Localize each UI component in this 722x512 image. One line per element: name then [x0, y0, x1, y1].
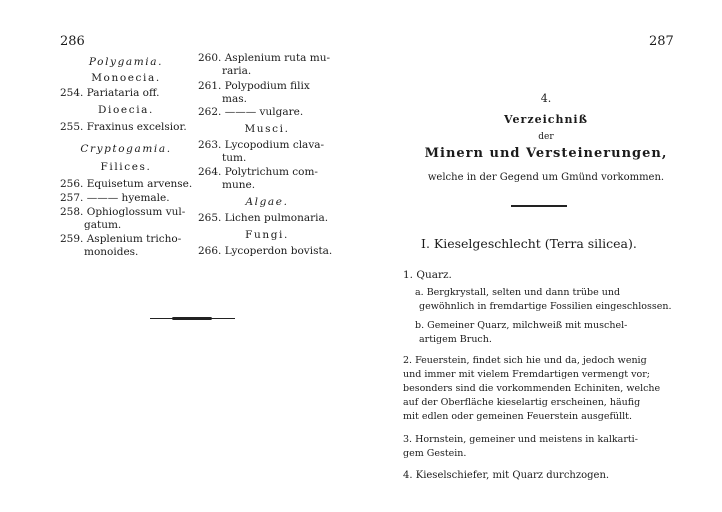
ornament-rule-center [172, 317, 212, 320]
page-number-right: 287 [649, 34, 674, 49]
sub-filices: Filices. [100, 161, 152, 173]
page-number-left: 286 [60, 34, 85, 49]
sub-dioecia: Dioecia. [98, 104, 154, 116]
title-rule [511, 205, 567, 207]
item-1a: a. Bergkrystall, selten und dann trübe und [415, 287, 621, 298]
item-3: 3. Hornstein, gemeiner und meistens in kalkarti- [403, 434, 638, 445]
sub-monoecia: Monoecia. [91, 72, 161, 84]
item-2-line3: besonders sind die vorkommenden Echiniten, welche [403, 383, 661, 394]
item-1: 1. Quarz. [403, 269, 452, 281]
sub-fungi: Fungi. [245, 229, 289, 241]
title-welche: welche in der Gegend um Gmünd vorkommen. [427, 172, 665, 183]
entry-259-cont: monoides. [84, 246, 139, 258]
item-2: 2. Feuerstein, findet sich hie und da, jedoch wenig [403, 355, 647, 366]
entry-258: 258. Ophioglossum vul- [60, 206, 186, 218]
entry-254: 254. Pariataria off. [60, 87, 160, 99]
entry-259: 259. Asplenium tricho- [60, 233, 182, 245]
entry-262: 262. ——— vulgare. [198, 106, 304, 118]
entry-264: 264. Polytrichum com- [198, 166, 318, 178]
title-minern: Minern und Versteinerungen, [424, 146, 668, 161]
right-page [361, 0, 722, 512]
item-1b: b. Gemeiner Quarz, milchweiß mit muschel- [415, 320, 628, 331]
item-1b-cont: artigem Bruch. [419, 334, 492, 345]
entry-263: 263. Lycopodium clava- [198, 139, 325, 151]
entry-265: 265. Lichen pulmonaria. [198, 212, 329, 224]
item-2-line2: und immer mit vielem Fremdartigen vermengt vor; [403, 369, 650, 380]
entry-260-cont: raria. [222, 65, 252, 77]
item-4: 4. Kieselschiefer, mit Quarz durchzogen. [403, 470, 610, 481]
section-number: 4. [540, 92, 552, 105]
entry-261: 261. Polypodium filix [198, 80, 310, 92]
entry-255: 255. Fraxinus excelsior. [60, 121, 187, 133]
entry-261-cont: mas. [222, 93, 247, 105]
heading-kieselgeschlecht: I. Kieselgeschlecht (Terra silicea). [421, 236, 637, 251]
entry-264-cont: mune. [222, 179, 256, 191]
entry-257: 257. ——— hyemale. [60, 192, 170, 204]
entry-263-cont: tum. [222, 152, 247, 164]
heading-cryptogamia: Cryptogamia. [80, 143, 172, 155]
heading-polygamia: Polygamia. [88, 56, 164, 68]
item-1a-cont: gewöhnlich in fremdartige Fossilien eingeschlossen. [419, 301, 672, 312]
entry-266: 266. Lycoperdon bovista. [198, 245, 333, 257]
title-verzeichniss: Verzeichniß [504, 113, 588, 126]
entry-256: 256. Equisetum arvense. [60, 178, 193, 190]
entry-260: 260. Asplenium ruta mu- [198, 52, 331, 64]
title-der: der [538, 132, 554, 142]
entry-258-cont: gatum. [84, 219, 122, 231]
sub-algae: Algae. [245, 196, 289, 208]
item-2-line5: mit edlen oder gemeinen Feuerstein ausgefüllt. [403, 411, 632, 422]
item-3-cont: gem Gestein. [403, 448, 467, 459]
sub-musci: Musci. [244, 123, 290, 135]
item-2-line4: auf der Oberfläche kieselartig erscheinen, häufig [403, 397, 641, 408]
